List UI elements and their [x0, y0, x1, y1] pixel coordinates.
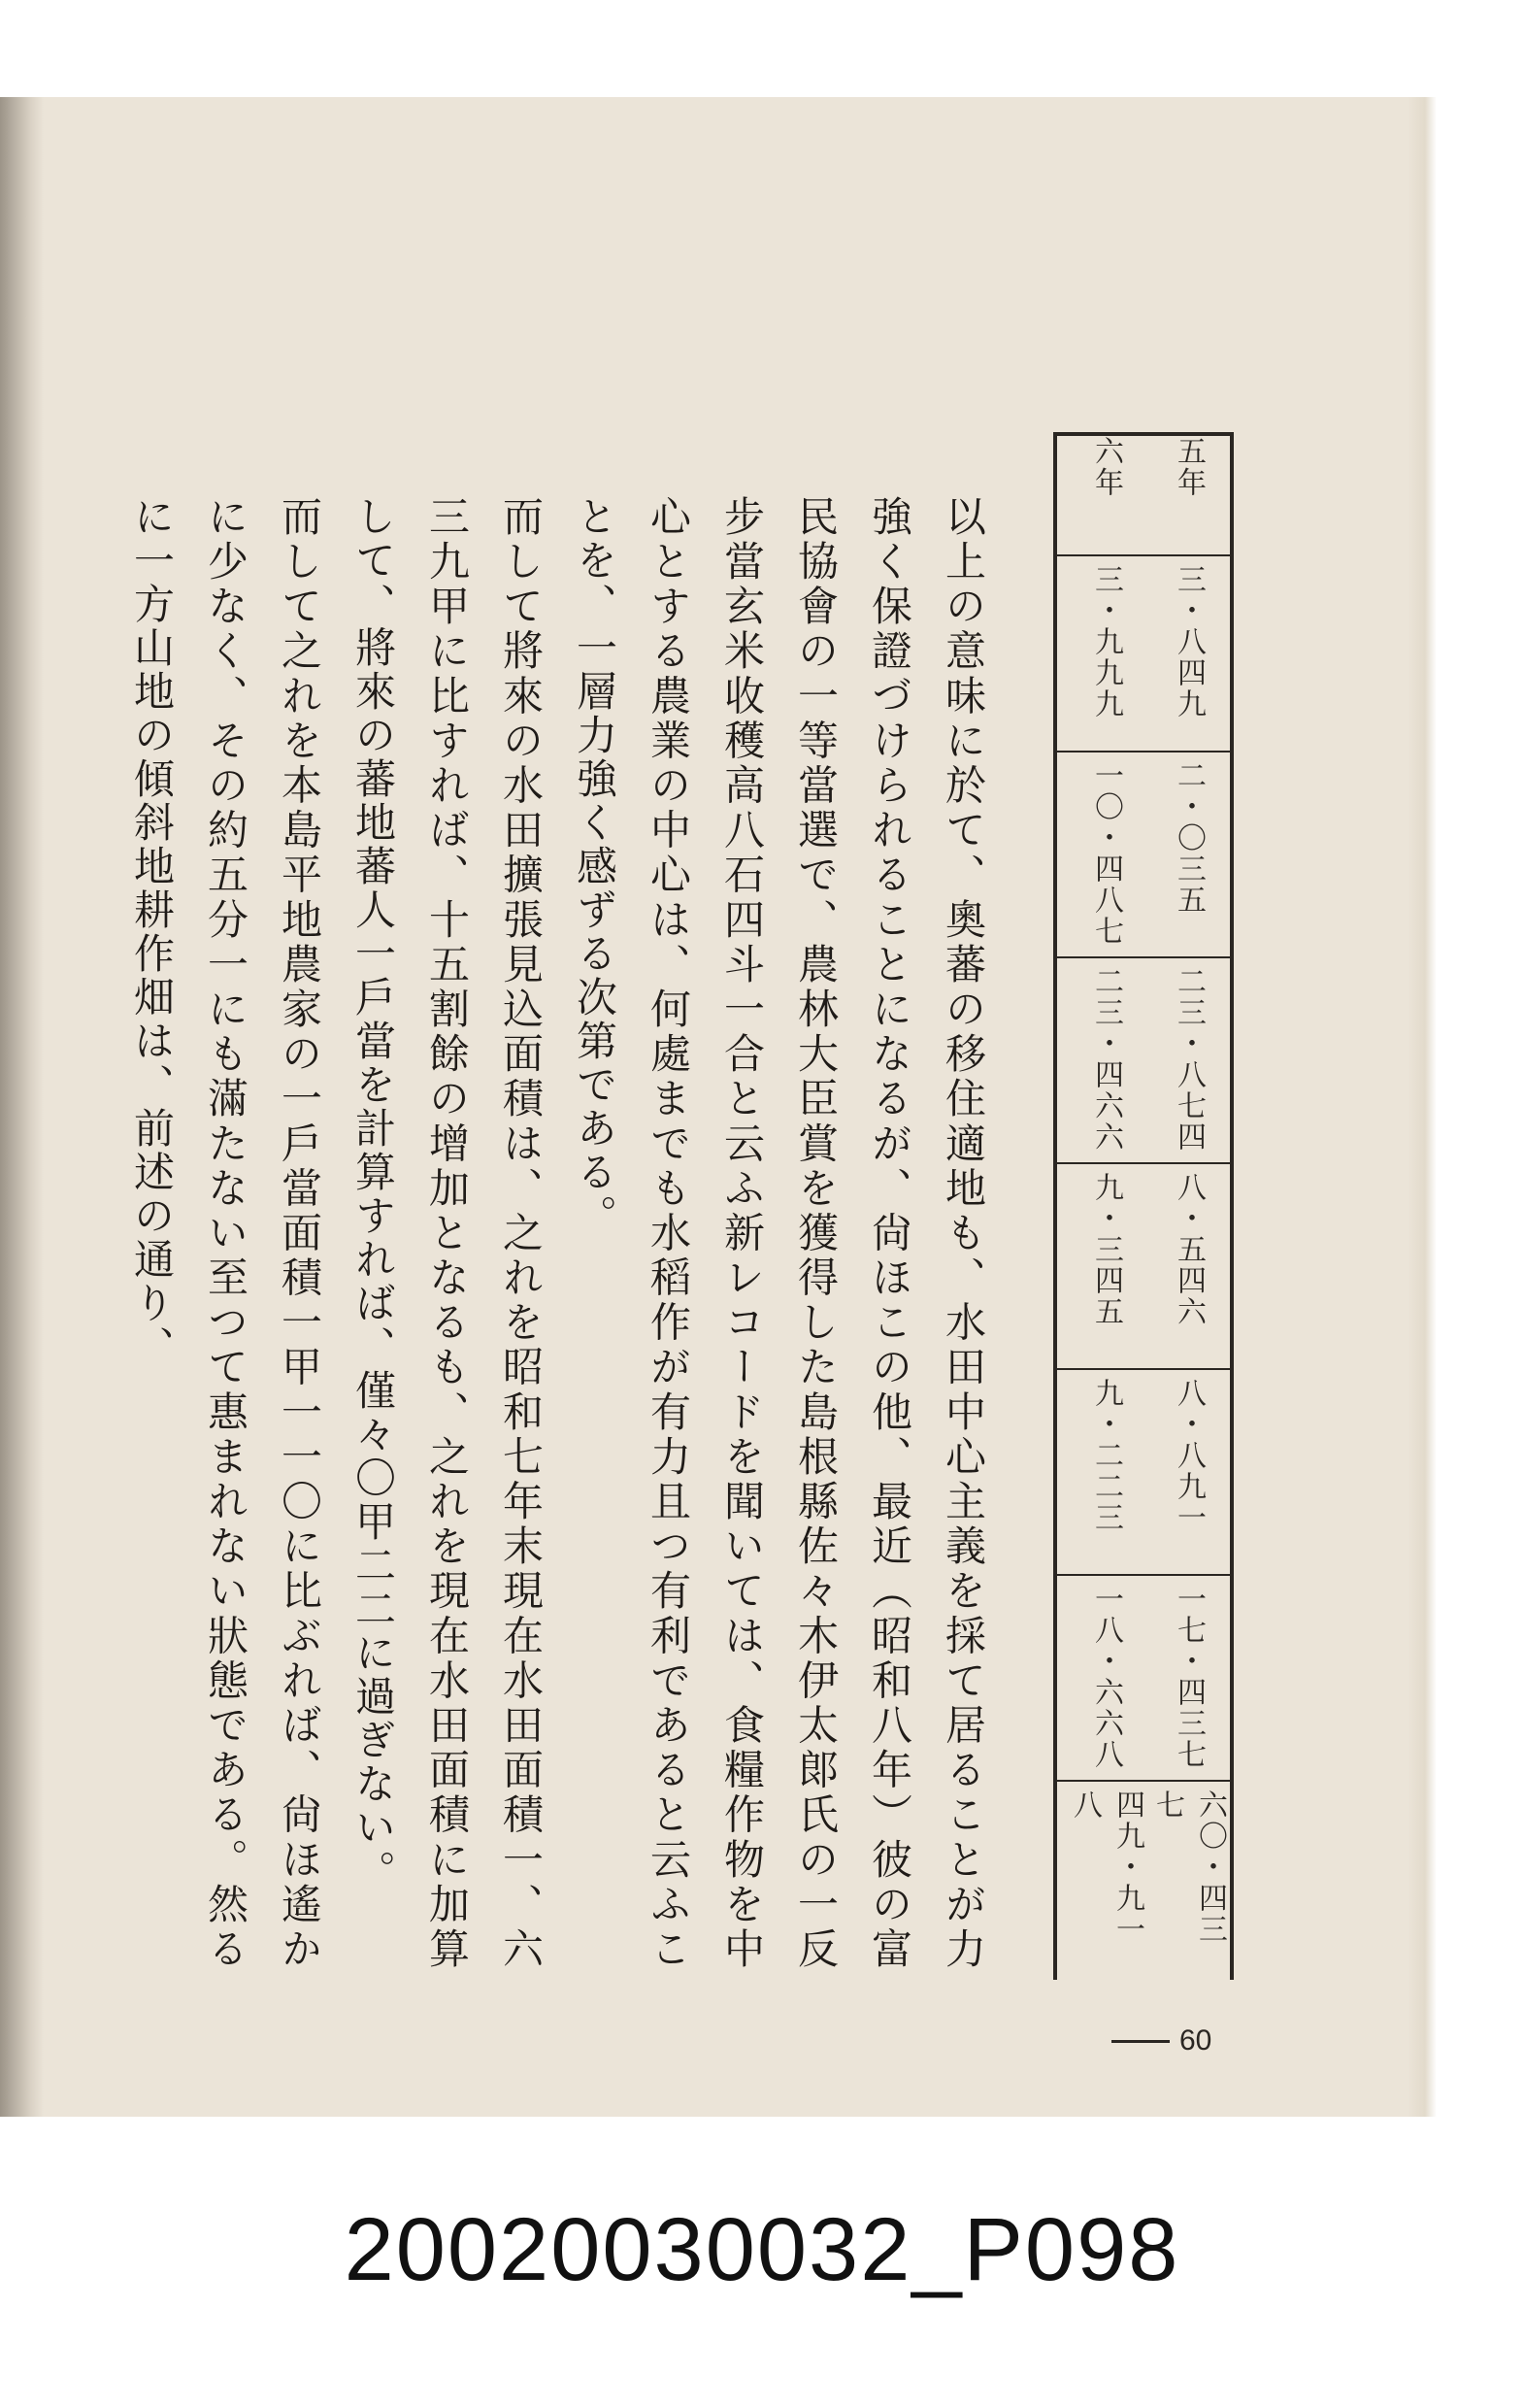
table-row — [1057, 966, 1230, 1160]
table-row — [1057, 1789, 1230, 1974]
table-rule — [1057, 751, 1230, 752]
table-cell: 八・五四六 — [1172, 1172, 1206, 1327]
table-cell: 二三・四六六 — [1089, 966, 1123, 1153]
table-cell: 六〇・四三七 — [1150, 1789, 1227, 1945]
table-rule — [1057, 1162, 1230, 1164]
table-cell: 九・二二三 — [1089, 1378, 1123, 1533]
table-cell: 九・三四五 — [1089, 1172, 1123, 1327]
table-rule — [1057, 1574, 1230, 1576]
table-cell-year-2: 六年 — [1089, 436, 1123, 498]
table-cell: 八・八九一 — [1172, 1378, 1206, 1533]
folio-dash — [1111, 2040, 1170, 2043]
table-rule — [1057, 554, 1230, 556]
table-row — [1057, 1378, 1230, 1572]
page-number-text: 60 — [1179, 2024, 1212, 2057]
table-cell: 四九・九一八 — [1068, 1789, 1144, 1945]
paragraph: 而して之れを本島平地農家の一戶當面積一甲一一〇に比ぶれば、尙ほ遙かに少なく、その約五分一にも滿たない至つて惠まれない狀態である。然るに一方山地の傾斜地耕作畑は、前述の通り、 — [128, 495, 323, 1971]
table-rule — [1057, 956, 1230, 958]
paragraph: 而して將來の水田擴張見込面積は、之れを昭和七年末現在水田面積一、六三九甲に比すれば、十五割餘の增加となるも、之れを現在水田面積に加算して、將來の蕃地蕃人一戶當を計算すれば、僅々〇甲二二に過ぎない。 — [349, 495, 545, 1971]
table-row — [1057, 760, 1230, 954]
page-number — [1111, 2024, 1211, 2057]
table-cell: 二・〇三五 — [1172, 760, 1206, 916]
table-row — [1057, 1172, 1230, 1366]
page-edge — [1408, 97, 1437, 2117]
table-cell: 二三・八七四 — [1172, 966, 1206, 1153]
scanned-page — [0, 97, 1437, 2117]
image-caption: 20020030032_P098 — [344, 2200, 1180, 2299]
table-rule — [1057, 1368, 1230, 1370]
table-row — [1057, 564, 1230, 749]
table-cell: 三・九九九 — [1089, 564, 1123, 719]
table-cell: 一〇・四八七 — [1089, 760, 1123, 947]
table-cell-year-1: 五年 — [1172, 436, 1206, 498]
statistics-table — [1053, 432, 1234, 1980]
table-row — [1057, 1584, 1230, 1778]
table-cell: 一八・六六八 — [1089, 1584, 1123, 1770]
table-cell: 三・八四九 — [1172, 564, 1206, 719]
paragraph: 以上の意味に於て、奧蕃の移住適地も、水田中心主義を採て居ることが力強く保證づけられることになるが、尙ほこの他、最近（昭和八年）彼の富民協會の一等當選で、農林大臣賞を獲得した島根縣佐々木伊太郞氏の一反步當玄米收穫高八石四斗一合と云ふ新レコードを聞いては、食糧作物を中心とする農業の中心は、何處までも水稻作が有力且つ有利であると云ふことを、一層力強く感ずる次第である。 — [571, 495, 987, 1971]
book-gutter — [0, 97, 44, 2117]
table-row — [1057, 436, 1230, 552]
table-cell: 一七・四三七 — [1172, 1584, 1206, 1770]
vertical-body-text — [128, 495, 1000, 1971]
table-rule — [1057, 1780, 1230, 1782]
